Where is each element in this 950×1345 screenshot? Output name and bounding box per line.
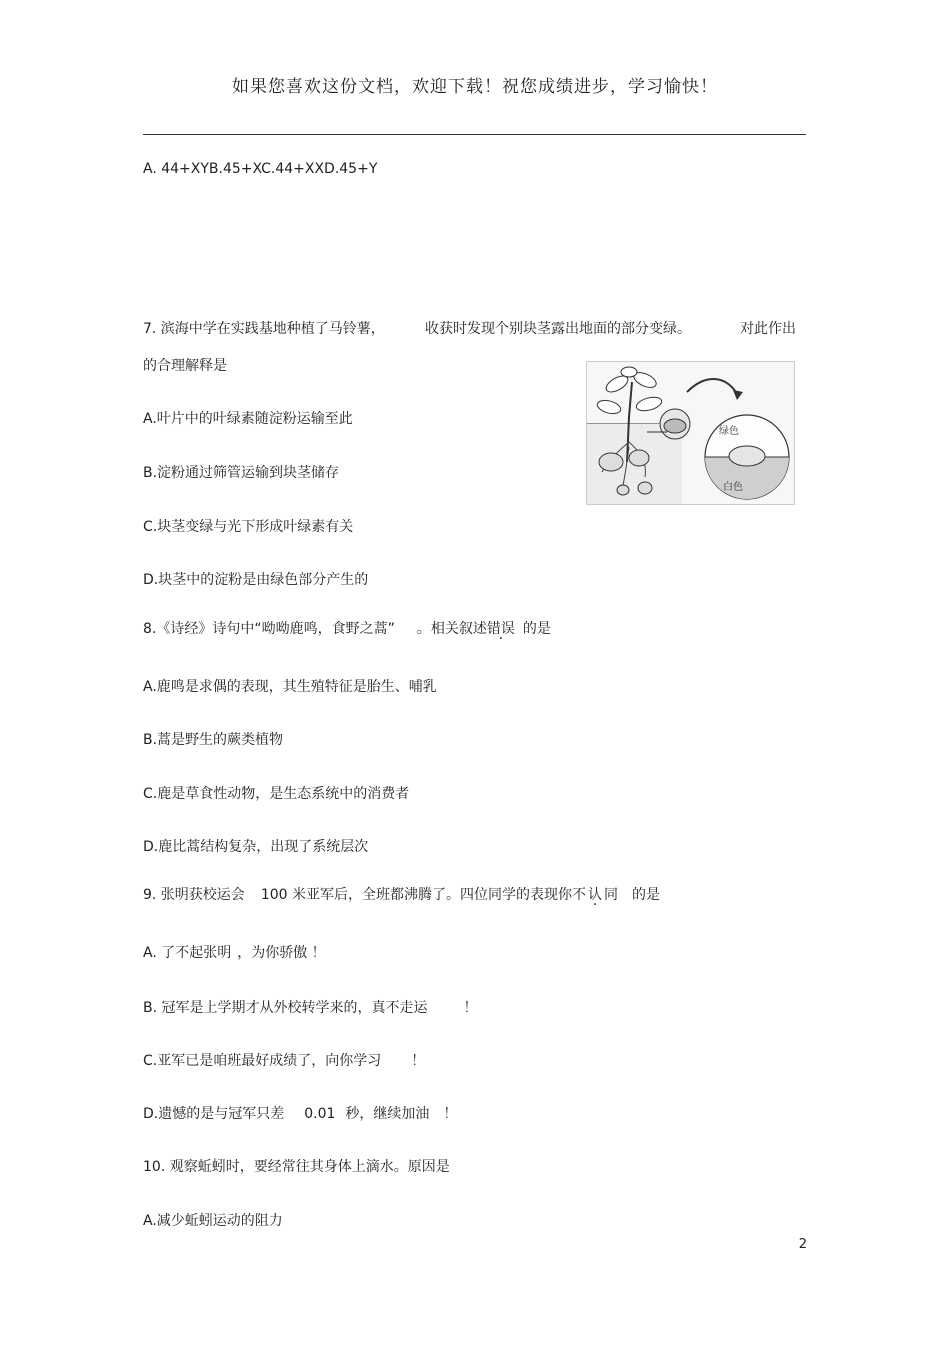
q8-option-a: A.鹿鸣是求偶的表现，其生殖特征是胎生、哺乳 (143, 679, 437, 695)
q9-option-d-num: 0.01 (304, 1106, 336, 1122)
q9-option-d-tail: 秒，继续加油 (345, 1106, 430, 1122)
figure-label-white: 白色 (723, 482, 743, 493)
q7-stem-part2: 收获时发现个别块茎露出地面的部分变绿。 (425, 321, 691, 337)
q8-option-d: D.鹿比蒿结构复杂，出现了系统层次 (143, 839, 369, 855)
q9-option-a (143, 944, 326, 962)
q8-stem-part1: 8.《诗经》诗句中“呦呦鹿鸣，食野之蒿” (143, 621, 395, 637)
q9-option-c-text: C.亚军已是咱班最好成绩了，向你学习 (143, 1053, 382, 1069)
q9-option-b-text: B. 冠军是上学期才从外校转学来的，真不走运 (143, 1000, 428, 1016)
header-rule (143, 134, 806, 135)
q7-option-b: B.淀粉通过筛管运输到块茎储存 (143, 465, 340, 481)
q9-stem-part2: 100 米亚军后，全班都沸腾了。四位同学的表现你 (260, 887, 572, 903)
q8-stem-part2: 。相关叙述 (416, 621, 487, 637)
q7-stem-part1: 7. 滨海中学在实践基地种植了马铃薯， (143, 321, 385, 337)
q8-stem-emphasis: 错误 (486, 621, 515, 637)
q7-stem-part3: 对此作出 (740, 321, 796, 337)
q7-option-c: C.块茎变绿与光下形成叶绿素有关 (143, 519, 354, 535)
q9-option-c-tail: ！ (411, 1053, 426, 1069)
q9-option-a-tail: ，为你骄傲 ！ (237, 945, 326, 961)
q8-stem (143, 620, 551, 638)
q8-stem-part4: 的是 (522, 621, 551, 637)
q9-option-d-text: D.遗憾的是与冠军只差 (143, 1106, 285, 1122)
q10-stem: 10. 观察蚯蚓时，要经常往其身体上滴水。原因是 (143, 1159, 450, 1175)
potato-plant-illustration (587, 362, 794, 504)
q7-option-d: D.块茎中的淀粉是由绿色部分产生的 (143, 572, 369, 588)
q9-option-a-text: A. 了不起张明 (143, 945, 232, 961)
q7-stem-line2: 的合理解释是 (143, 358, 227, 374)
q8-option-c: C.鹿是草食性动物，是生态系统中的消费者 (143, 786, 410, 802)
q10-option-a: A.减少蚯蚓运动的阻力 (143, 1213, 283, 1229)
q9-stem (143, 886, 660, 904)
q9-stem-part1: 9. 张明获校运会 (143, 887, 245, 903)
q9-stem-part4: 的是 (631, 887, 660, 903)
document-header: 如果您喜欢这份文档，欢迎下载！祝您成绩进步，学习愉快！ (232, 77, 718, 97)
q7-option-a: A.叶片中的叶绿素随淀粉运输至此 (143, 411, 353, 427)
q8-option-b: B.蒿是野生的蕨类植物 (143, 732, 284, 748)
q9-option-c (143, 1052, 425, 1070)
q6-options: A. 44+XYB.45+XC.44+XXD.45+Y (143, 161, 378, 177)
q9-option-b (143, 999, 478, 1017)
q9-option-d (143, 1105, 457, 1123)
q9-option-b-tail: ！ (463, 1000, 478, 1016)
page-number: 2 (798, 1237, 807, 1252)
potato-plant-figure (586, 361, 795, 505)
figure-label-green: 绿色 (719, 426, 739, 437)
q9-stem-emphasis: 不认同 (571, 887, 620, 903)
q9-option-d-end: ！ (443, 1106, 458, 1122)
